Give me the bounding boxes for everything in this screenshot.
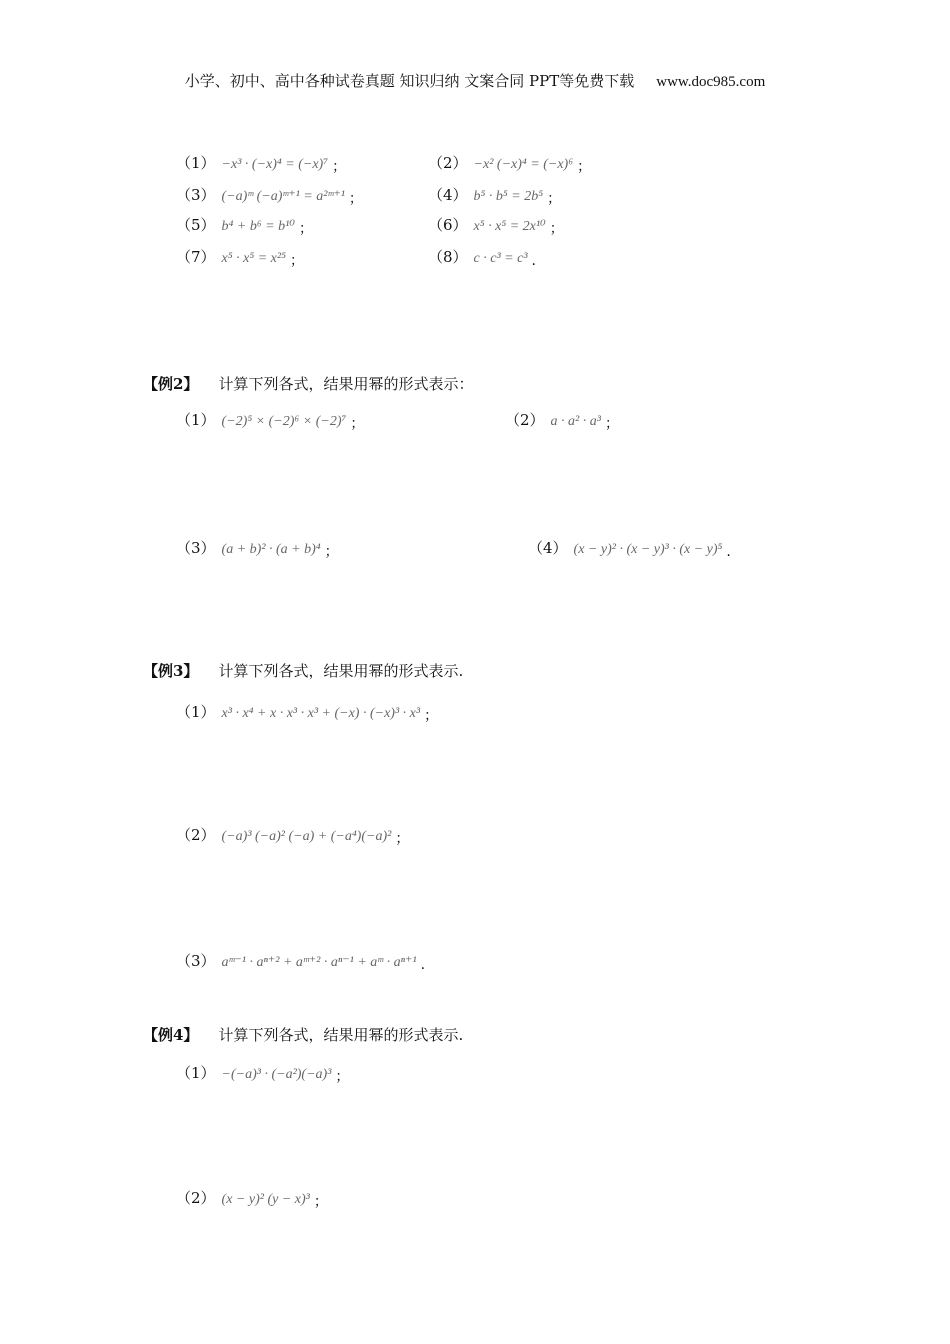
ex2-item-4-formula: (x − y)² · (x − y)³ · (x − y)⁵ [573,542,723,557]
s1-item-6-formula: x⁵ · x⁵ = 2x¹⁰ [473,219,546,234]
s1-item-2-formula: −x² (−x)⁴ = (−x)⁶ [473,157,574,172]
s1-item-4: （4） b⁵ · b⁵ = 2b⁵ ； [428,186,562,207]
ex3-item-1-formula: x³ · x⁴ + x · x³ · x³ + (−x) · (−x)³ · x³ [221,706,421,721]
ex4-tag: 【例4】 [143,1026,199,1044]
s1-item-5-formula: b⁴ + b⁶ = b¹⁰ [221,219,295,234]
ex2-item-1: （1） (−2)⁵ × (−2)⁶ × (−2)⁷ ； [176,411,365,432]
ex3-item-2-formula: (−a)³ (−a)² (−a) + (−a⁴)(−a)² [221,829,392,844]
s1-item-7-formula: x⁵ · x⁵ = x²⁵ [221,251,286,266]
ex3-item-1: （1） x³ · x⁴ + x · x³ · x³ + (−x) · (−x)³ · x³ ； [176,703,439,724]
s1-item-2: （2） −x² (−x)⁴ = (−x)⁶ ； [428,154,592,175]
ex3-item-2: （2） (−a)³ (−a)² (−a) + (−a⁴)(−a)² ； [176,826,410,847]
ex4-item-1-formula: −(−a)³ · (−a²)(−a)³ [221,1067,332,1082]
ex2-item-3-formula: (a + b)² · (a + b)⁴ [221,542,321,557]
s1-item-6: （6） x⁵ · x⁵ = 2x¹⁰ ； [428,216,564,237]
ex2-title [143,373,473,394]
s1-item-5: （5） b⁴ + b⁶ = b¹⁰ ； [176,216,313,237]
s1-item-8: （8） c · c³ = c³ . [428,248,536,269]
header-url: www.doc985.com [656,74,766,90]
ex4-instruction: 计算下列各式，结果用幂的形式表示. [218,1026,464,1044]
ex4-title [143,1024,463,1045]
s1-item-7: （7） x⁵ · x⁵ = x²⁵ ； [176,248,304,269]
ex2-item-2: （2） a · a² · a³ ； [505,411,619,432]
ex2-item-3: （3） (a + b)² · (a + b)⁴ ； [176,539,339,560]
s1-item-1: （1） −x³ · (−x)⁴ = (−x)⁷ ； [176,154,347,175]
s1-item-1-formula: −x³ · (−x)⁴ = (−x)⁷ [221,157,329,172]
ex4-item-1: （1） −(−a)³ · (−a²)(−a)³ ； [176,1064,350,1085]
ex3-item-3: （3） aᵐ⁻¹ · aⁿ⁺² + aᵐ⁺² · aⁿ⁻¹ + aᵐ · aⁿ⁺¹ . [176,952,426,973]
s1-item-3-formula: (−a)ᵐ (−a)ᵐ⁺¹ = a²ᵐ⁺¹ [221,189,345,204]
ex2-item-4: （4） (x − y)² · (x − y)³ · (x − y)⁵ . [528,539,731,560]
ex3-title [143,660,463,681]
s1-item-3: （3） (−a)ᵐ (−a)ᵐ⁺¹ = a²ᵐ⁺¹ ； [176,186,363,207]
ex2-item-2-formula: a · a² · a³ [550,414,601,429]
ex3-item-3-formula: aᵐ⁻¹ · aⁿ⁺² + aᵐ⁺² · aⁿ⁻¹ + aᵐ · aⁿ⁺¹ [221,955,417,970]
ex2-tag: 【例2】 [143,375,199,393]
ex2-instruction: 计算下列各式，结果用幂的形式表示： [218,375,474,393]
ex4-item-2-formula: (x − y)² (y − x)³ [221,1192,310,1207]
ex3-instruction: 计算下列各式，结果用幂的形式表示. [218,662,464,680]
s1-item-8-formula: c · c³ = c³ [473,251,528,266]
header-text: 小学、初中、高中各种试卷真题 知识归纳 文案合同 PPT等免费下载 [184,72,635,90]
ex2-item-1-formula: (−2)⁵ × (−2)⁶ × (−2)⁷ [221,414,347,429]
ex3-tag: 【例3】 [143,662,199,680]
s1-item-4-formula: b⁵ · b⁵ = 2b⁵ [473,189,544,204]
page-header [0,70,950,91]
ex4-item-2: （2） (x − y)² (y − x)³ ； [176,1189,328,1210]
